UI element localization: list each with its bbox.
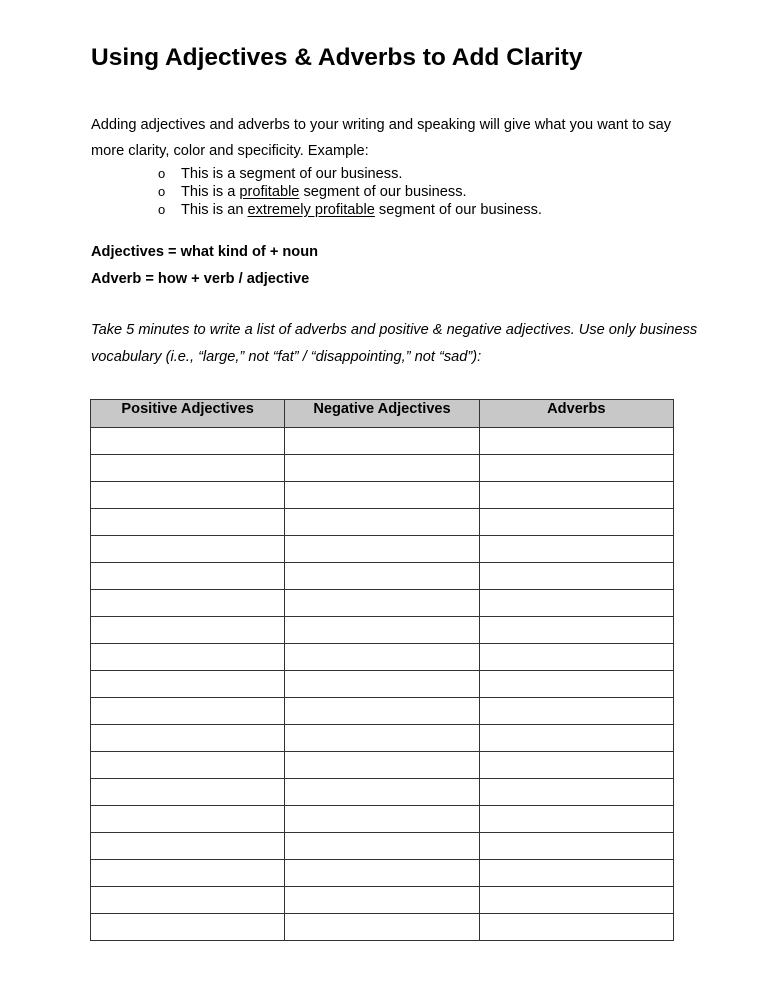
example-text-before: This is an [181,202,248,218]
positive-adjective-cell[interactable] [91,752,285,779]
negative-adjective-cell[interactable] [285,482,479,509]
negative-adjective-cell[interactable] [285,698,479,725]
negative-adjective-cell[interactable] [285,590,479,617]
table-body [91,428,674,941]
table-header-row [91,400,674,428]
table-row [91,671,674,698]
bullet-icon: o [158,166,166,181]
table-row [91,914,674,941]
adverb-cell[interactable] [479,590,673,617]
vocabulary-table [90,399,674,941]
positive-adjective-cell[interactable] [91,482,285,509]
positive-adjective-cell[interactable] [91,698,285,725]
adverb-cell[interactable] [479,806,673,833]
negative-adjective-cell[interactable] [285,833,479,860]
adverb-cell[interactable] [479,833,673,860]
positive-adjective-cell[interactable] [91,779,285,806]
adverb-cell[interactable] [479,455,673,482]
example-text-after: segment of our business. [299,184,467,200]
positive-adjective-cell[interactable] [91,617,285,644]
adverb-cell[interactable] [479,698,673,725]
adverb-cell[interactable] [479,644,673,671]
table-row [91,644,674,671]
table-row [91,509,674,536]
negative-adjective-cell[interactable] [285,455,479,482]
adverb-cell[interactable] [479,779,673,806]
example-text-before: This is a [181,184,240,200]
adverb-cell[interactable] [479,563,673,590]
adjectives-definition: Adjectives = what kind of + noun [91,244,319,260]
example-item [158,201,542,219]
positive-adjective-cell[interactable] [91,887,285,914]
adverb-cell[interactable] [479,914,673,941]
adverb-cell[interactable] [479,860,673,887]
table-row [91,455,674,482]
positive-adjective-cell[interactable] [91,455,285,482]
example-item [158,183,542,201]
table-row [91,752,674,779]
positive-adjective-cell[interactable] [91,509,285,536]
positive-adjective-cell[interactable] [91,914,285,941]
positive-adjective-cell[interactable] [91,671,285,698]
adverb-cell[interactable] [479,752,673,779]
positive-adjective-cell[interactable] [91,644,285,671]
negative-adjective-cell[interactable] [285,914,479,941]
bullet-icon: o [158,184,166,199]
adverb-cell[interactable] [479,536,673,563]
table-row [91,833,674,860]
table-row [91,482,674,509]
adverb-definition: Adverb = how + verb / adjective [91,271,310,287]
negative-adjective-cell[interactable] [285,563,479,590]
positive-adjective-cell[interactable] [91,428,285,455]
table-row [91,563,674,590]
negative-adjective-cell[interactable] [285,509,479,536]
positive-adjective-cell[interactable] [91,563,285,590]
header-negative-adjectives: Negative Adjectives [285,400,479,428]
table-row [91,590,674,617]
negative-adjective-cell[interactable] [285,671,479,698]
table-row [91,698,674,725]
adverb-cell[interactable] [479,887,673,914]
example-list [158,165,542,219]
table-row [91,428,674,455]
adverb-cell[interactable] [479,482,673,509]
table-row [91,806,674,833]
table-row [91,725,674,752]
adverb-cell[interactable] [479,725,673,752]
example-item [158,165,542,183]
positive-adjective-cell[interactable] [91,536,285,563]
example-text-after: segment of our business. [374,202,542,218]
adverb-cell[interactable] [479,617,673,644]
negative-adjective-cell[interactable] [285,725,479,752]
negative-adjective-cell[interactable] [285,536,479,563]
table-row [91,779,674,806]
positive-adjective-cell[interactable] [91,806,285,833]
adverb-cell[interactable] [479,671,673,698]
negative-adjective-cell[interactable] [285,779,479,806]
table-row [91,536,674,563]
negative-adjective-cell[interactable] [285,752,479,779]
example-text: This is a segment of our business. [181,166,403,182]
negative-adjective-cell[interactable] [285,860,479,887]
negative-adjective-cell[interactable] [285,617,479,644]
adverb-cell[interactable] [479,428,673,455]
header-positive-adjectives: Positive Adjectives [91,400,285,428]
page-title: Using Adjectives & Adverbs to Add Clarity [91,44,583,71]
example-underlined: profitable [239,184,300,200]
negative-adjective-cell[interactable] [285,428,479,455]
intro-paragraph: Adding adjectives and adverbs to your writing and speaking will give what you want to say more clarity, color and specificity. Example: [91,117,672,159]
header-adverbs: Adverbs [479,400,673,428]
table-row [91,617,674,644]
positive-adjective-cell[interactable] [91,725,285,752]
table-row [91,887,674,914]
instructions-paragraph: Take 5 minutes to write a list of adverbs and positive & negative adjectives. Use only business vocabulary (i.e., “large,” not “fat” / “disappointing,” not “sad”): [91,322,698,365]
positive-adjective-cell[interactable] [91,833,285,860]
positive-adjective-cell[interactable] [91,860,285,887]
negative-adjective-cell[interactable] [285,644,479,671]
bullet-icon: o [158,202,166,217]
negative-adjective-cell[interactable] [285,806,479,833]
table-row [91,860,674,887]
positive-adjective-cell[interactable] [91,590,285,617]
example-underlined: extremely profitable [247,202,375,218]
negative-adjective-cell[interactable] [285,887,479,914]
adverb-cell[interactable] [479,509,673,536]
